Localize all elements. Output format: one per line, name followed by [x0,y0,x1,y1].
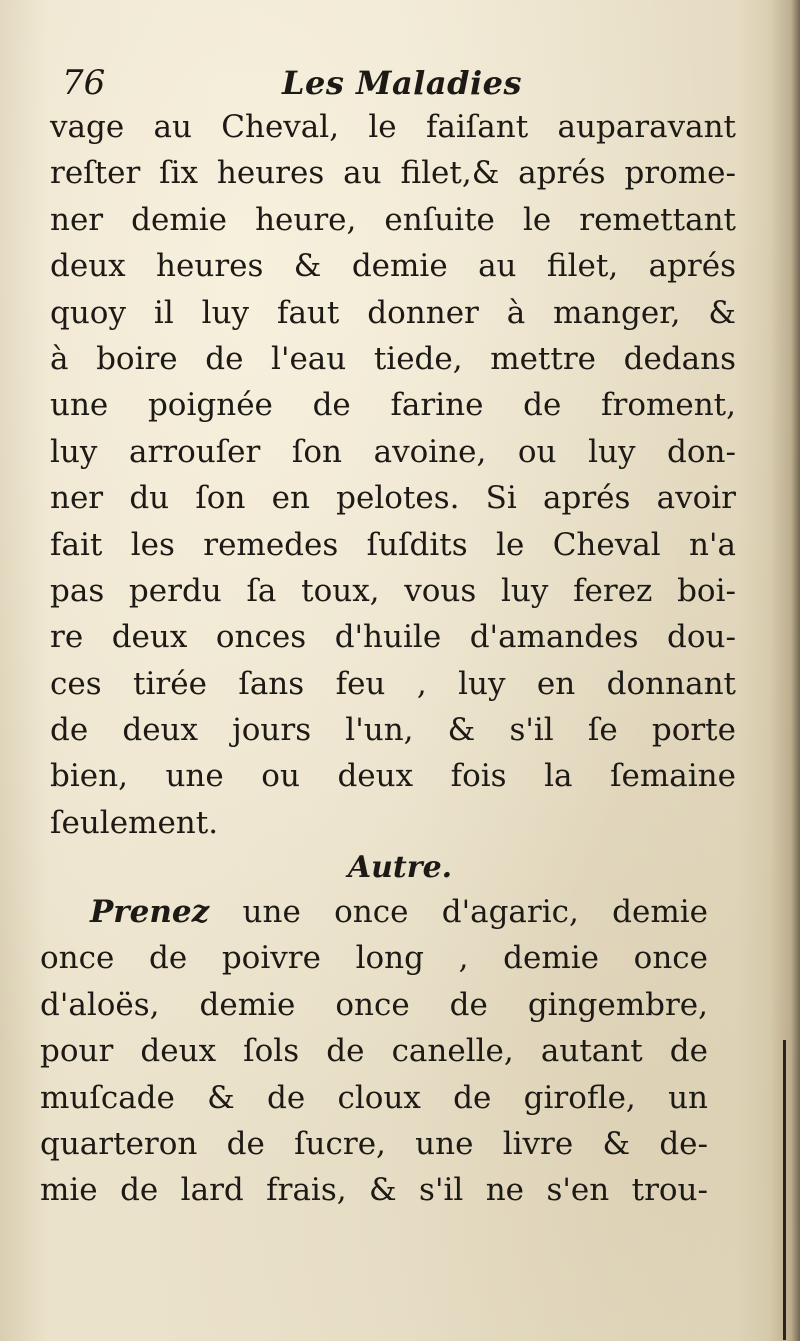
text-line: mie de lard frais, & s'il ne s'en trou- [40,1172,708,1209]
text-line: luy arrouſer ſon avoine, ou luy don- [50,433,736,470]
text-line: muſcade & de cloux de girofle, un [40,1079,708,1116]
text-line: re deux onces d'huile d'amandes dou- [50,619,736,656]
text-line: ces tirée ſans feu , luy en donnant [50,665,736,702]
text-line: reſter ſix heures au filet,& aprés prome- [50,155,736,192]
recipe-text [40,889,708,1214]
section-heading: Autre. [347,850,453,885]
text-line: once de poivre long , demie once [40,940,708,977]
text-line: à boire de l'eau tiede, mettre dedans [50,340,736,377]
text-line: pas perdu ſa toux, vous luy ferez boi- [50,572,736,609]
recipe-first-line-rest: une once d'agaric, demie [242,894,708,930]
running-head: Les Maladies [282,64,522,102]
text-line: deux heures & demie au filet, aprés [50,248,736,285]
text-line: pour deux ſols de canelle, autant de [40,1033,708,1070]
page-fold-line [783,1040,786,1340]
text-line: fait les remedes ſuſdits le Cheval n'a [50,526,736,563]
text-line: de deux jours l'un, & s'il ſe porte [50,712,736,749]
text-line: ner demie heure, enſuite le remettant [50,201,736,238]
page-number: 76 [62,63,106,103]
text-line: d'aloës, demie once de gingembre, [40,986,708,1023]
recipe-first-line [40,889,708,935]
text-line: bien, une ou deux fois la ſemaine [50,758,736,795]
text-line: vage au Cheval, le faiſant auparavant [50,109,736,145]
text-line: ſeulement. [50,804,219,841]
text-line: une poignée de farine de froment, [50,387,736,424]
text-line: quarteron de ſucre, une livre & de- [40,1125,708,1162]
text-line: ner du ſon en pelotes. Si aprés avoir [50,480,736,517]
text-line: quoy il luy faut donner à manger, & [50,294,736,331]
body-text [50,104,736,846]
page-header [62,58,752,108]
recipe-lead-word: Prenez [90,894,210,930]
